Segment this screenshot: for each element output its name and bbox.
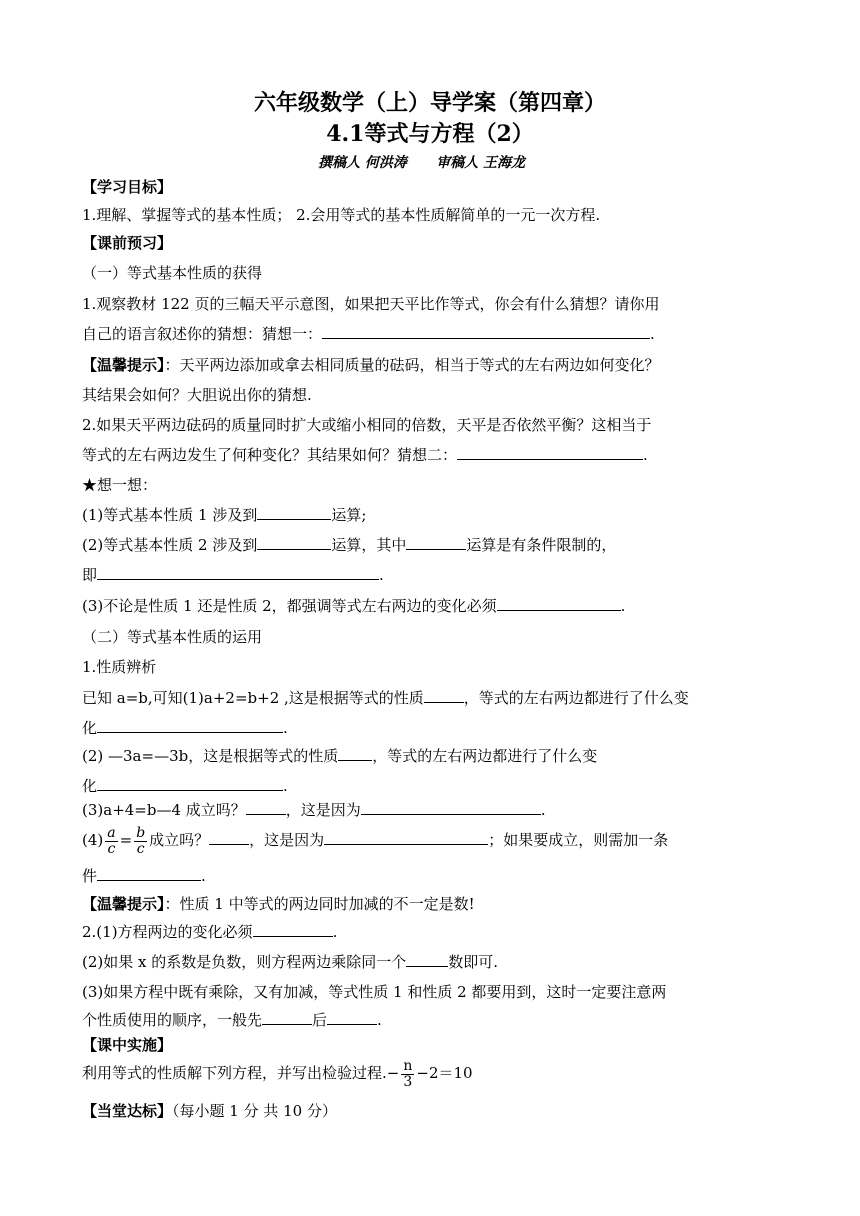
denominator: c	[136, 840, 145, 857]
fraction-a-over-c	[105, 826, 117, 857]
q1-line1: 1.观察教材 122 页的三幅天平示意图，如果把天平比作等式，你会有什么猜想？请你用	[82, 295, 660, 313]
a1-post: ，等式的左右两边都进行了什么变	[463, 689, 689, 707]
b3-text: 个性质使用的顺序，一般先	[82, 1011, 263, 1029]
think1-text: (1)等式基本性质 1 涉及到	[82, 506, 258, 524]
a4-text: (4)	[82, 831, 104, 849]
fraction-b-over-c	[134, 826, 147, 857]
denominator: 3	[403, 1073, 413, 1090]
a2-post: ，等式的左右两边都进行了什么变	[372, 747, 598, 765]
answer-blank[interactable]	[97, 866, 201, 881]
answer-blank[interactable]	[497, 596, 621, 611]
think-title: ★想一想：	[82, 476, 158, 494]
think2-mid: 运算，其中	[331, 536, 407, 554]
answer-blank[interactable]	[322, 324, 650, 339]
numerator: a	[107, 824, 116, 841]
quiz-note: （每小题 1 分 共 10 分）	[172, 1102, 337, 1120]
a4-post: ；如果要成立，则需加一条	[488, 831, 669, 849]
period: .	[201, 867, 206, 885]
period: .	[540, 801, 546, 819]
minus-sign: −	[386, 1064, 400, 1082]
numerator: b	[136, 824, 146, 841]
analysis-2-line1	[82, 746, 597, 766]
part1-title: （一）等式基本性质的获得	[82, 264, 263, 282]
a4-line2-text: 件	[82, 867, 98, 885]
analysis-4	[82, 820, 668, 860]
answer-blank[interactable]	[406, 952, 448, 967]
class-task-text: 利用等式的性质解下列方程，并写出检验过程.	[82, 1064, 387, 1082]
answer-blank[interactable]	[257, 505, 331, 520]
hint2	[82, 894, 475, 914]
rule-3-line2	[82, 1010, 382, 1030]
b3-mid: 后	[312, 1011, 328, 1029]
think1-post: 运算;	[331, 506, 367, 524]
rule-2	[82, 952, 498, 972]
a2-text: (2) —3a=—3b，这是根据等式的性质	[82, 747, 339, 765]
equation-rest: −2＝10	[416, 1064, 473, 1082]
hint-text: ：天平两边添加或拿去相同质量的砝码，相当于等式的左右两边如何变化？	[164, 356, 660, 374]
answer-blank[interactable]	[424, 688, 464, 703]
goals-text: 1.理解、掌握等式的基本性质； 2.会用等式的基本性质解简单的一元一次方程.	[82, 206, 601, 224]
hint1-line2: 其结果会如何？大胆说出你的猜想.	[82, 386, 312, 404]
q2-line2	[82, 445, 648, 465]
period: .	[283, 719, 288, 737]
denominator: c	[107, 840, 116, 857]
rule-3-line1: (3)如果方程中既有乘除，又有加减，等式性质 1 和性质 2 都要用到，这时一定要注意两	[82, 983, 667, 1001]
think2-post: 运算是有条件限制的，	[466, 536, 617, 554]
think-item-1	[82, 505, 366, 525]
quiz-heading: 【当堂达标】	[82, 1102, 173, 1120]
b1-text: 2.(1)方程两边的变化必须	[82, 923, 253, 941]
hint-text: ：性质 1 中等式的两边同时加减的不一定是数!	[164, 895, 475, 913]
analysis-title: 1.性质辨析	[82, 658, 157, 676]
answer-blank[interactable]	[246, 800, 286, 815]
think2b-text: 即	[82, 566, 98, 584]
fraction-n-over-3	[401, 1059, 414, 1090]
answer-blank[interactable]	[97, 565, 379, 580]
quiz-line	[82, 1101, 337, 1121]
rule-1	[82, 922, 337, 942]
answer-blank[interactable]	[262, 1010, 312, 1025]
think2-text: (2)等式基本性质 2 涉及到	[82, 536, 258, 554]
goals-heading: 【学习目标】	[82, 178, 173, 196]
a2-line2-text: 化	[82, 777, 98, 795]
class-heading: 【课中实施】	[82, 1036, 173, 1054]
answer-blank[interactable]	[324, 830, 488, 845]
analysis-1-line1	[82, 688, 689, 708]
answer-blank[interactable]	[457, 445, 643, 460]
lesson-subtitle: 4.1等式与方程（2）	[326, 121, 534, 147]
authors-line: 撰稿人 何洪涛 审稿人 王海龙	[318, 155, 525, 171]
answer-blank[interactable]	[257, 535, 331, 550]
a3-text: (3)a+4=b—4 成立吗？	[82, 801, 246, 819]
hint1-line1	[82, 355, 660, 375]
think-item-2	[82, 535, 616, 555]
hint-label: 【温馨提示】	[82, 356, 165, 374]
analysis-3	[82, 800, 546, 820]
period: .	[650, 325, 655, 343]
think-item-3	[82, 596, 625, 616]
a1-line2-text: 化	[82, 719, 98, 737]
period: .	[283, 777, 288, 795]
b2-text: (2)如果 x 的系数是负数，则方程两边乘除同一个	[82, 953, 407, 971]
b2-post: 数即可.	[448, 953, 499, 971]
answer-blank[interactable]	[97, 718, 283, 733]
hint-label: 【温馨提示】	[82, 895, 165, 913]
numerator: n	[403, 1057, 413, 1074]
period: .	[332, 923, 338, 941]
q2-line1: 2.如果天平两边砝码的质量同时扩大或缩小相同的倍数，天平是否依然平衡？这相当于	[82, 416, 652, 434]
a4-mid1: 成立吗？	[149, 831, 210, 849]
equals-sign: =	[119, 831, 133, 849]
answer-blank[interactable]	[97, 776, 283, 791]
answer-blank[interactable]	[338, 746, 372, 761]
q1-line2	[82, 324, 655, 344]
answer-blank[interactable]	[406, 535, 466, 550]
think-item-2b	[82, 565, 384, 585]
a4-mid2: ，这是因为	[249, 831, 325, 849]
think3-text: (3)不论是性质 1 还是性质 2，都强调等式左右两边的变化必须	[82, 597, 497, 615]
preview-heading: 【课前预习】	[82, 234, 173, 252]
analysis-4-line2	[82, 866, 206, 886]
document-title: 六年级数学（上）导学案（第四章）	[253, 90, 606, 116]
period: .	[620, 597, 626, 615]
a3-mid: ，这是因为	[285, 801, 361, 819]
a1-text: 已知 a=b,可知(1)a+2=b+2 ,这是根据等式的性质	[82, 689, 424, 707]
period: .	[379, 566, 384, 584]
q2-line2-text: 等式的左右两边发生了何种变化？其结果如何？猜想二：	[82, 446, 458, 464]
analysis-1-line2	[82, 718, 288, 738]
answer-blank[interactable]	[361, 800, 541, 815]
part2-title: （二）等式基本性质的运用	[82, 628, 263, 646]
period: .	[377, 1011, 382, 1029]
q1-line2-text: 自己的语言叙述你的猜想：猜想一：	[82, 325, 323, 343]
answer-blank[interactable]	[327, 1010, 377, 1025]
answer-blank[interactable]	[209, 830, 249, 845]
period: .	[643, 446, 648, 464]
answer-blank[interactable]	[253, 922, 333, 937]
analysis-2-line2	[82, 776, 288, 796]
class-task	[82, 1050, 473, 1096]
